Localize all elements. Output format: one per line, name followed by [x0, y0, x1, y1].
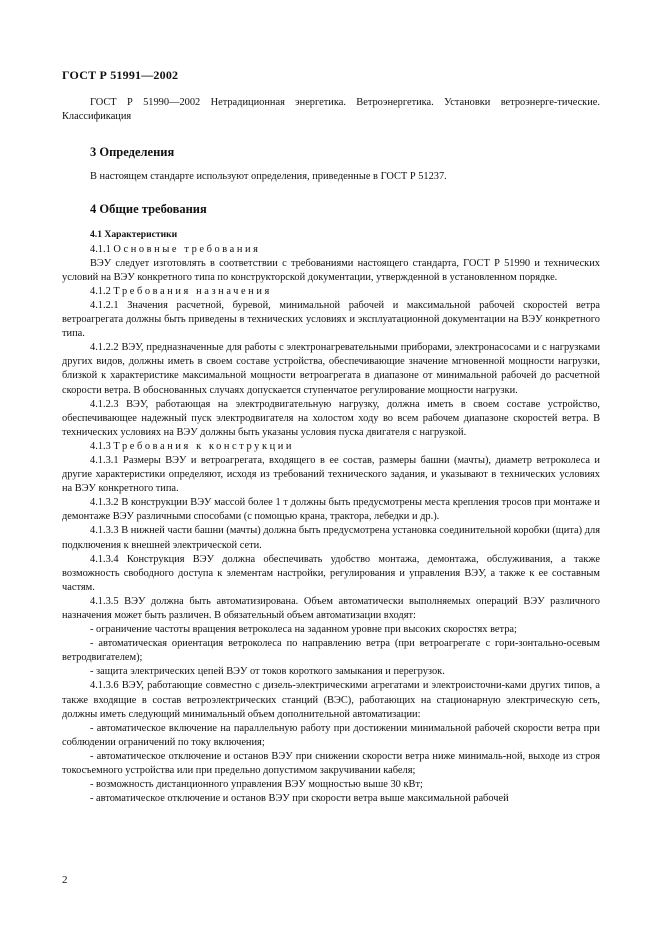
subsection-4-1-3-title: Требования к конструкции	[113, 440, 295, 452]
section-3-text: В настоящем стандарте используют определения, приведенные в ГОСТ Р 51237.	[90, 171, 447, 183]
list-item: - защита электрических цепей ВЭУ от токов короткого замыкания и перегрузок.	[90, 666, 445, 678]
paragraph-4-1-3-5: 4.1.3.5 ВЭУ должна быть автоматизирована. Объем автоматически выполняемых операций ВЭУ различного назначения может быть различен. В обязательный объем автоматизации входят:	[62, 595, 600, 621]
subsection-4-1-1-title: Основные требования	[113, 243, 261, 255]
subsection-4-1-2-heading	[62, 285, 600, 299]
list-item: - автоматическое включение на параллельную работу при достижении минимальной рабочей скорости ветра при соблюдении ограничений по току включения;	[62, 722, 600, 748]
paragraph-4-1-3-3: 4.1.3.3 В нижней части башни (мачты) должна быть предусмотрена установка соединительной коробки (щита) для подключения к внешней электрической сети.	[62, 525, 600, 551]
list-item: - автоматическая ориентация ветроколеса по направлению ветра (при ветроагрегате с гори-зонтально-осевым ветродвигателем);	[62, 638, 600, 664]
paragraph-4-1-1: ВЭУ следует изготовлять в соответствии с требованиями настоящего стандарта, ГОСТ Р 51990 и технических условий на ВЭУ конкретного типа по конструкторской документации, утвержденной в установленном порядке.	[62, 257, 600, 283]
list-item: - автоматическое отключение и останов ВЭУ при снижении скорости ветра ниже минималь-ной, выходе из строя токосъемного устройства или при предельно допустимом закручивании кабеля;	[62, 750, 600, 777]
subsection-4-1-title: 4.1 Характеристики	[90, 229, 178, 241]
list-item: - возможность дистанционного управления ВЭУ мощностью выше 30 кВт;	[90, 779, 423, 791]
subsection-4-1-3-heading	[62, 440, 600, 454]
paragraph-4-1-2-1: 4.1.2.1 Значения расчетной, буревой, минимальной рабочей и максимальной рабочей скоростей ветра ветроагрегата должны быть приведены в технических условиях и эксплуатационной документации на ВЭУ конкретного типа.	[62, 299, 600, 340]
document-code-header: ГОСТ Р 51991—2002	[62, 68, 179, 82]
paragraph-4-1-2-3: 4.1.2.3 ВЭУ, работающая на электродвигательную нагрузку, должна иметь в своем составе устройство, обеспечивающее надежный пуск электродвигателя на холостом ходу во всем рабочем диапазоне скоростей ветра. В технических условиях на ВЭУ должны быть указаны условия пуска двигателя с нагрузкой.	[62, 398, 600, 438]
section-3-title: 3 Определения	[90, 145, 175, 160]
paragraph-4-1-2-2: 4.1.2.2 ВЭУ, предназначенные для работы с электронагревательными приборами, электронасосами и с нагрузками других видов, должны иметь в своем составе устройства, обеспечивающие значение мгновенной мощности нагрузки, близкой к характеристике максимальной мощности ветроагрегата в диапазоне от минимальной рабочей до расчетной скорости ветра. В обоснованных случаях допускается ступенчатое регулирование мощности нагрузки.	[62, 342, 600, 396]
list-item: - автоматическое отключение и останов ВЭУ при скорости ветра выше максимальной рабочей	[90, 793, 509, 805]
subsection-4-1-3-number: 4.1.3	[90, 440, 111, 452]
list-item: - ограничение частоты вращения ветроколеса на заданном уровне при высоких скоростях ветра;	[90, 624, 517, 636]
reference-gost-51990: ГОСТ Р 51990—2002 Нетрадиционная энергетика. Ветроэнергетика. Установки ветроэнерге-тические. Классификация	[62, 97, 600, 123]
subsection-4-1-1-heading	[62, 243, 600, 257]
page-number: 2	[62, 874, 68, 886]
paragraph-4-1-3-2: 4.1.3.2 В конструкции ВЭУ массой более 1 т должны быть предусмотрены места крепления тросов при монтаже и демонтаже ВЭУ различными способами (с помощью крана, трактора, лебедки и др.).	[62, 497, 600, 523]
subsection-4-1-1-number: 4.1.1	[90, 243, 111, 255]
subsection-4-1-2-title: Требования назначения	[113, 285, 272, 297]
page-content	[62, 96, 600, 806]
subsection-4-1-2-number: 4.1.2	[90, 285, 111, 297]
paragraph-4-1-3-1: 4.1.3.1 Размеры ВЭУ и ветроагрегата, входящего в ее состав, размеры башни (мачты), диаметр ветроколеса и другие характеристики определяют, исходя из требований технического задания, и указывают в технических условиях на ВЭУ конкретного типа.	[62, 454, 600, 495]
section-4-title: 4 Общие требования	[90, 202, 207, 217]
paragraph-4-1-3-6: 4.1.3.6 ВЭУ, работающие совместно с дизель-электрическими агрегатами и электроисточни-ками других типов, а также входящие в состав ветроэлектрических станций (ВЭС), работающих на стационарную электрическую сеть, должны иметь следующий минимальный объем дополнительной автоматизации:	[62, 680, 600, 720]
paragraph-4-1-3-4: 4.1.3.4 Конструкция ВЭУ должна обеспечивать удобство монтажа, демонтажа, обслуживания, а также возможность свободного доступа к элементам настройки, регулирования и управления ВЭУ, а также к ее составным частям.	[62, 553, 600, 593]
